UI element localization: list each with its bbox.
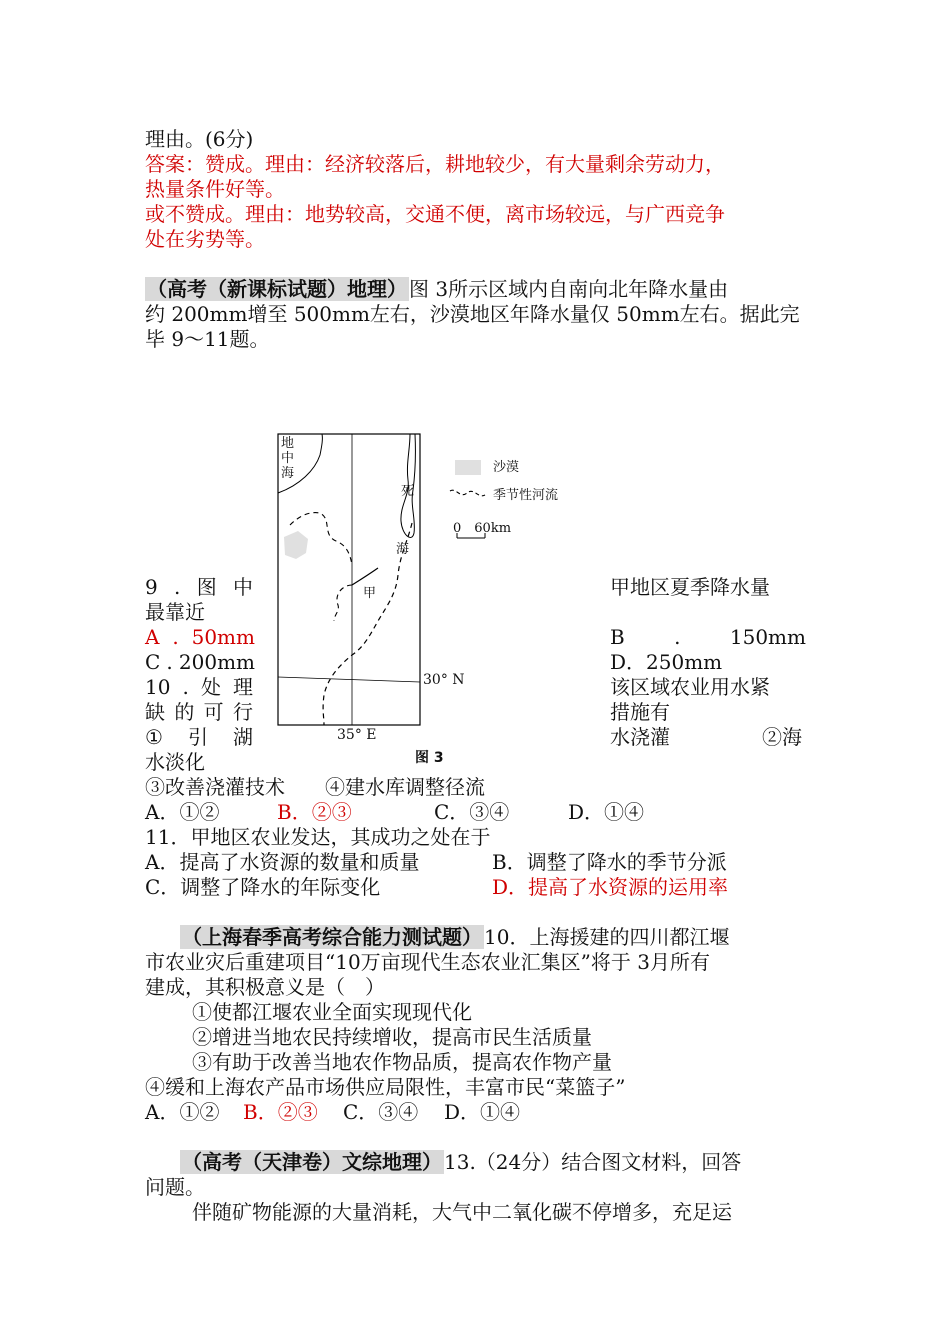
text-span: 行 bbox=[232, 700, 253, 724]
q10-option-b: B．②③ bbox=[277, 800, 352, 824]
text-span: 处 bbox=[200, 675, 221, 699]
seasonal-river bbox=[334, 585, 352, 621]
q11-option-d: D．提高了水资源的运用率 bbox=[492, 875, 729, 899]
q10-option-c: C．③④ bbox=[434, 800, 510, 824]
map-svg bbox=[260, 425, 620, 770]
legend-river-label: 季节性河流 bbox=[493, 488, 559, 503]
section-intro bbox=[180, 1150, 741, 1175]
text-span: 13.（24分）结合图文材料，回答 bbox=[444, 1150, 742, 1174]
q11-stem: 11．甲地区农业发达，其成功之处在于 bbox=[145, 825, 491, 849]
text-span: 150mm bbox=[729, 625, 806, 649]
text-span: 10．上海援建的四川都江堰 bbox=[484, 925, 730, 949]
q10-items: ③改善浇灌技术 ④建水库调整径流 bbox=[145, 775, 485, 799]
river bbox=[352, 568, 378, 585]
q11-option-c: C．调整了降水的年际变化 bbox=[145, 875, 381, 899]
scale-label: 0 60km bbox=[453, 521, 512, 536]
latitude-line bbox=[278, 677, 420, 682]
text-span: 200mm bbox=[178, 650, 255, 674]
sea-label: 地 bbox=[281, 436, 295, 451]
text-span: 引 bbox=[187, 725, 208, 749]
text-span: 9 bbox=[145, 575, 158, 599]
section-intro bbox=[180, 925, 729, 950]
text-line: 理由。(6分) bbox=[145, 127, 254, 151]
sea-label: 中 bbox=[281, 451, 295, 466]
text-span: . bbox=[166, 650, 173, 674]
q10-right-line: 该区域农业用水紧 bbox=[610, 675, 770, 699]
legend-river-symbol bbox=[450, 490, 485, 496]
legend-desert-swatch bbox=[455, 460, 481, 475]
desert-area bbox=[284, 531, 308, 559]
text-span: . bbox=[182, 675, 189, 699]
statement-item: ②增进当地农民持续增收，提高市民生活质量 bbox=[192, 1025, 592, 1049]
q9-option-a bbox=[145, 625, 255, 650]
text-span: 湖 bbox=[233, 725, 253, 749]
q11-option-a: A．提高了水资源的数量和质量 bbox=[145, 850, 420, 874]
q9-option-c bbox=[145, 650, 255, 675]
text-span: . bbox=[174, 575, 181, 599]
longitude-label: 35° E bbox=[337, 727, 377, 743]
q10-option-d: D．①④ bbox=[568, 800, 645, 824]
q10-option-a: A．①② bbox=[145, 800, 220, 824]
dead-sea-label: 死 bbox=[401, 484, 415, 499]
text-line: 问题。 bbox=[145, 1175, 205, 1199]
text-span: . bbox=[674, 625, 681, 649]
text-span: A bbox=[145, 625, 160, 649]
text-span: 可 bbox=[203, 700, 224, 724]
text-line: 市农业灾后重建项目“10万亩现代生态农业汇集区”将于 3月所有 bbox=[145, 950, 710, 974]
s2-option-c: C．③④ bbox=[343, 1100, 419, 1124]
q10-right-line: 措施有 bbox=[610, 700, 670, 724]
q11-option-b: B．调整了降水的季节分派 bbox=[492, 850, 727, 874]
latitude-label: 30° N bbox=[423, 672, 465, 688]
q10-right-line: 水浇灌 bbox=[610, 725, 670, 749]
source-tag: （上海春季高考综合能力测试题） bbox=[182, 925, 482, 949]
text-span: 50mm bbox=[191, 625, 255, 649]
text-line: 伴随矿物能源的大量消耗，大气中二氧化碳不停增多，充足运 bbox=[192, 1200, 732, 1224]
legend-desert-label: 沙漠 bbox=[493, 460, 520, 475]
q9-option-b bbox=[610, 625, 806, 650]
text-span: 缺 bbox=[145, 700, 165, 724]
statement-item: ④缓和上海农产品市场供应局限性，丰富市民“菜篮子” bbox=[145, 1075, 626, 1099]
map-figure bbox=[260, 425, 620, 770]
text-span: B bbox=[610, 625, 625, 649]
q10-left-line bbox=[145, 700, 253, 725]
text-span: ① bbox=[145, 725, 163, 749]
answer-line: 或不赞成。理由：地势较高，交通不便，离市场较远，与广西竞争 bbox=[145, 202, 725, 226]
q9-option-d: D．250mm bbox=[610, 650, 723, 674]
text-line: 约 200mm增至 500mm左右，沙漠地区年降水量仅 50mm左右。据此完 bbox=[145, 302, 800, 326]
s2-option-d: D．①④ bbox=[444, 1100, 521, 1124]
text-span: 图 3所示区域内自南向北年降水量由 bbox=[409, 277, 729, 301]
text-span: 的 bbox=[174, 700, 195, 724]
s2-option-b: B．②③ bbox=[243, 1100, 318, 1124]
q10-right-line: ②海 bbox=[762, 725, 802, 749]
s2-option-a: A．①② bbox=[145, 1100, 220, 1124]
answer-line: 处在劣势等。 bbox=[145, 227, 265, 251]
text-line: 建成，其积极意义是（ ） bbox=[145, 975, 385, 999]
q10-left-line: 水淡化 bbox=[145, 750, 205, 774]
dead-sea-label: 海 bbox=[396, 542, 410, 557]
q10-left-line bbox=[145, 675, 253, 700]
figure-caption: 图 3 bbox=[415, 750, 444, 766]
q9-right-line: 甲地区夏季降水量 bbox=[610, 575, 770, 599]
statement-item: ①使都江堰农业全面实现现代化 bbox=[192, 1000, 472, 1024]
text-span: 图 bbox=[196, 575, 217, 599]
text-line: 毕 9～11题。 bbox=[145, 327, 270, 351]
text-span: . bbox=[172, 625, 179, 649]
source-tag: （高考（天津卷）文综地理） bbox=[182, 1150, 442, 1174]
text-span: 中 bbox=[232, 575, 253, 599]
text-span: 10 bbox=[145, 675, 171, 699]
sea-label: 海 bbox=[281, 466, 295, 481]
source-tag: （高考（新课标试题）地理） bbox=[147, 277, 407, 301]
section-intro bbox=[145, 277, 728, 302]
statement-item: ③有助于改善当地农作物品质，提高农作物产量 bbox=[192, 1050, 612, 1074]
answer-line: 答案：赞成。理由：经济较落后，耕地较少，有大量剩余劳动力， bbox=[145, 152, 725, 176]
q9-left-line: 最靠近 bbox=[145, 600, 205, 624]
location-jia-label: 甲 bbox=[363, 586, 377, 601]
q9-left-line bbox=[145, 575, 253, 600]
text-span: C bbox=[145, 650, 161, 674]
answer-line: 热量条件好等。 bbox=[145, 177, 285, 201]
text-span: 理 bbox=[233, 675, 253, 699]
q10-left-line bbox=[145, 725, 253, 750]
